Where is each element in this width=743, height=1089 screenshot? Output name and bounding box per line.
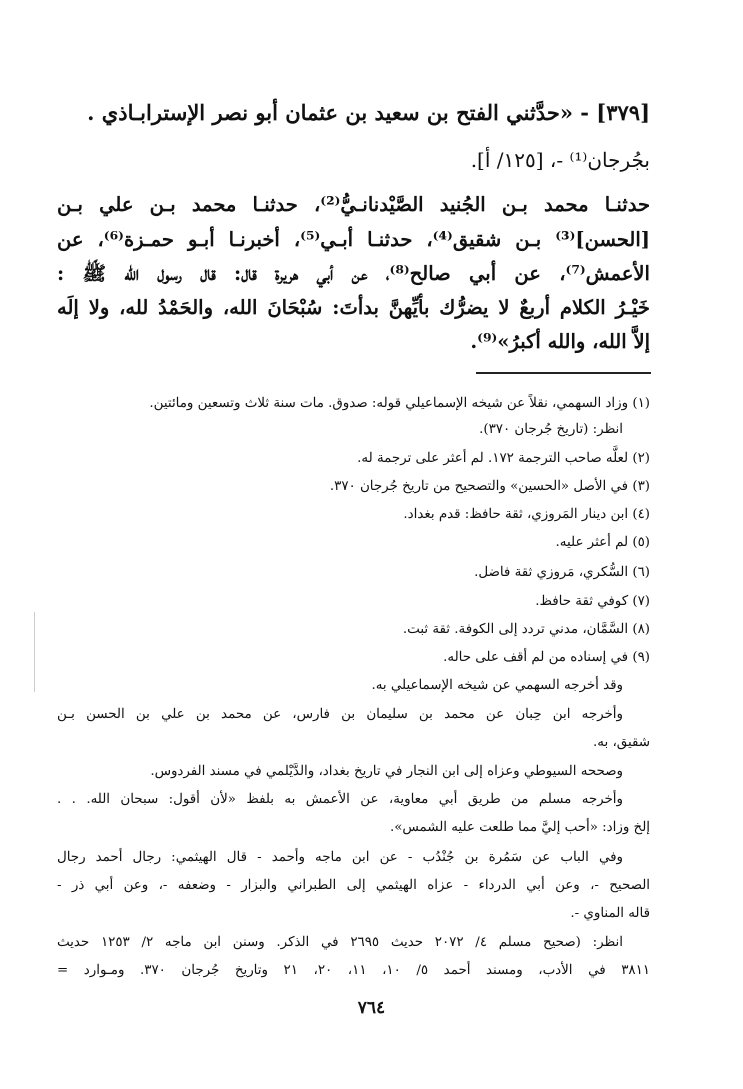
footnote-6: (٦) السُّكري، مَروزي ثقة فاضل. (474, 565, 650, 580)
footnote-1: (١) وزاد السهمي، نقلاً عن شيخه الإسماعيلي قوله: صدوق. مات سنة ثلاث وتسعين ومائتين. (149, 396, 650, 411)
hadith-heading-line-1: [٣٧٩] - «حدَّثني الفتح بن سعيد بن عثمان أبو نصر الإسترابـاذي . (87, 100, 650, 125)
footnote-9-cont-2: وأخرجه ابن حِبان عن محمد بن سليمان بن فارس، عن محمد بن علي بن الحسن بـن (57, 707, 623, 722)
footnote-9: (٩) في إسناده من لم أقف على حاله. (443, 650, 650, 665)
footnote-1-cont: انظر: (تاريخ جُرجان ٣٧٠). (479, 422, 623, 437)
footnote-9-cont-6: إلخ وزاد: «أحب إليَّ مما طلعت عليه الشمس». (389, 820, 650, 835)
footnote-3: (٣) في الأصل «الحسين» والتصحيح من تاريخ جُرجان ٣٧٠. (329, 479, 650, 494)
footnote-8: (٨) السَّمَّان، مدني تردد إلى الكوفة. ثقة ثبت. (402, 622, 650, 637)
footnote-9-cont-3: شقيق، به. (593, 735, 650, 750)
footnote-2: (٢) لعلَّه صاحب الترجمة ١٧٢. لم أعثر على ترجمة له. (357, 451, 650, 466)
footnote-9-cont-9: قاله المناوي -. (570, 906, 650, 921)
body-line-2: [الحسن]⁽³⁾ بـن شقيق⁽⁴⁾، حدثنـا أبـي⁽⁵⁾، أخبرنـا أبـو حمـزة⁽⁶⁾، عن (57, 228, 651, 251)
footnote-7: (٧) كوفي ثقة حافظ. (535, 594, 650, 609)
footnote-separator (476, 372, 651, 374)
footnote-9-cont-11: ٣٨١١ في الأدب، ومسند أحمد ٥/ ١٠، ١١، ٢٠، ٢١ وتاريخ جُرجان ٣٧٠. ومـوارد = (57, 963, 650, 978)
footnote-4: (٤) ابن دينار المَروزي، ثقة حافظ: قدم بغداد. (403, 507, 650, 522)
body-line-3: الأعمش⁽⁷⁾، عن أبي صالح⁽⁸⁾، عن أبي هريرة قال: قال رسول الله ﷺ : (57, 262, 650, 285)
body-line-1: حدثنـا محمد بـن الجُنيد الصَّيْدنانـيُّ⁽²⁾، حدثنـا محمد بـن علي بـن (57, 193, 650, 216)
footnote-5: (٥) لم أعثر عليه. (555, 535, 650, 550)
hadith-heading-line-2: بجُرجان⁽¹⁾ -، [١٢٥/ أ]. (470, 148, 650, 172)
body-line-4: خَيْـرُ الكلام أربعٌ لا يضرُّك بأيِّهنَّ بدأتَ: سُبْحَانَ الله، والحَمْدُ لله، ولا إلَه (57, 296, 650, 319)
footnote-9-cont-10: انظر: (صحيح مسلم ٤/ ٢٠٧٢ حديث ٢٦٩٥ في الذكر. وسنن ابن ماجه ٢/ ١٢٥٣ حديث (57, 935, 623, 950)
footnote-9-cont-4: وصححه السيوطي وعزاه إلى ابن النجار في تاريخ بغداد، والدَّيْلمي في مسند الفردوس. (150, 764, 623, 779)
footnote-9-cont-5: وأخرجه مسلم من طريق أبي معاوية، عن الأعمش به بلفظ «لأن أقول: سبحان الله. . . (57, 792, 623, 807)
scan-edge-mark (34, 612, 35, 692)
footnote-9-cont-8: الصحيح -، وعن أبي الدرداء - عزاه الهيثمي إلى الطبراني والبزار - وضعفه -، وعن أبي ذر - (57, 878, 650, 893)
page-number: ٧٦٤ (357, 998, 386, 1018)
body-line-5: إلاَّ الله، والله أكبرُ»⁽⁹⁾. (470, 330, 650, 353)
footnote-9-cont-1: وقد أخرجه السهمي عن شيخه الإسماعيلي به. (371, 678, 623, 693)
footnote-9-cont-7: وفي الباب عن سَمُرة بن جُنْدُب - عن ابن ماجه وأحمد - قال الهيثمي: رجال أحمد رجال (57, 850, 623, 865)
